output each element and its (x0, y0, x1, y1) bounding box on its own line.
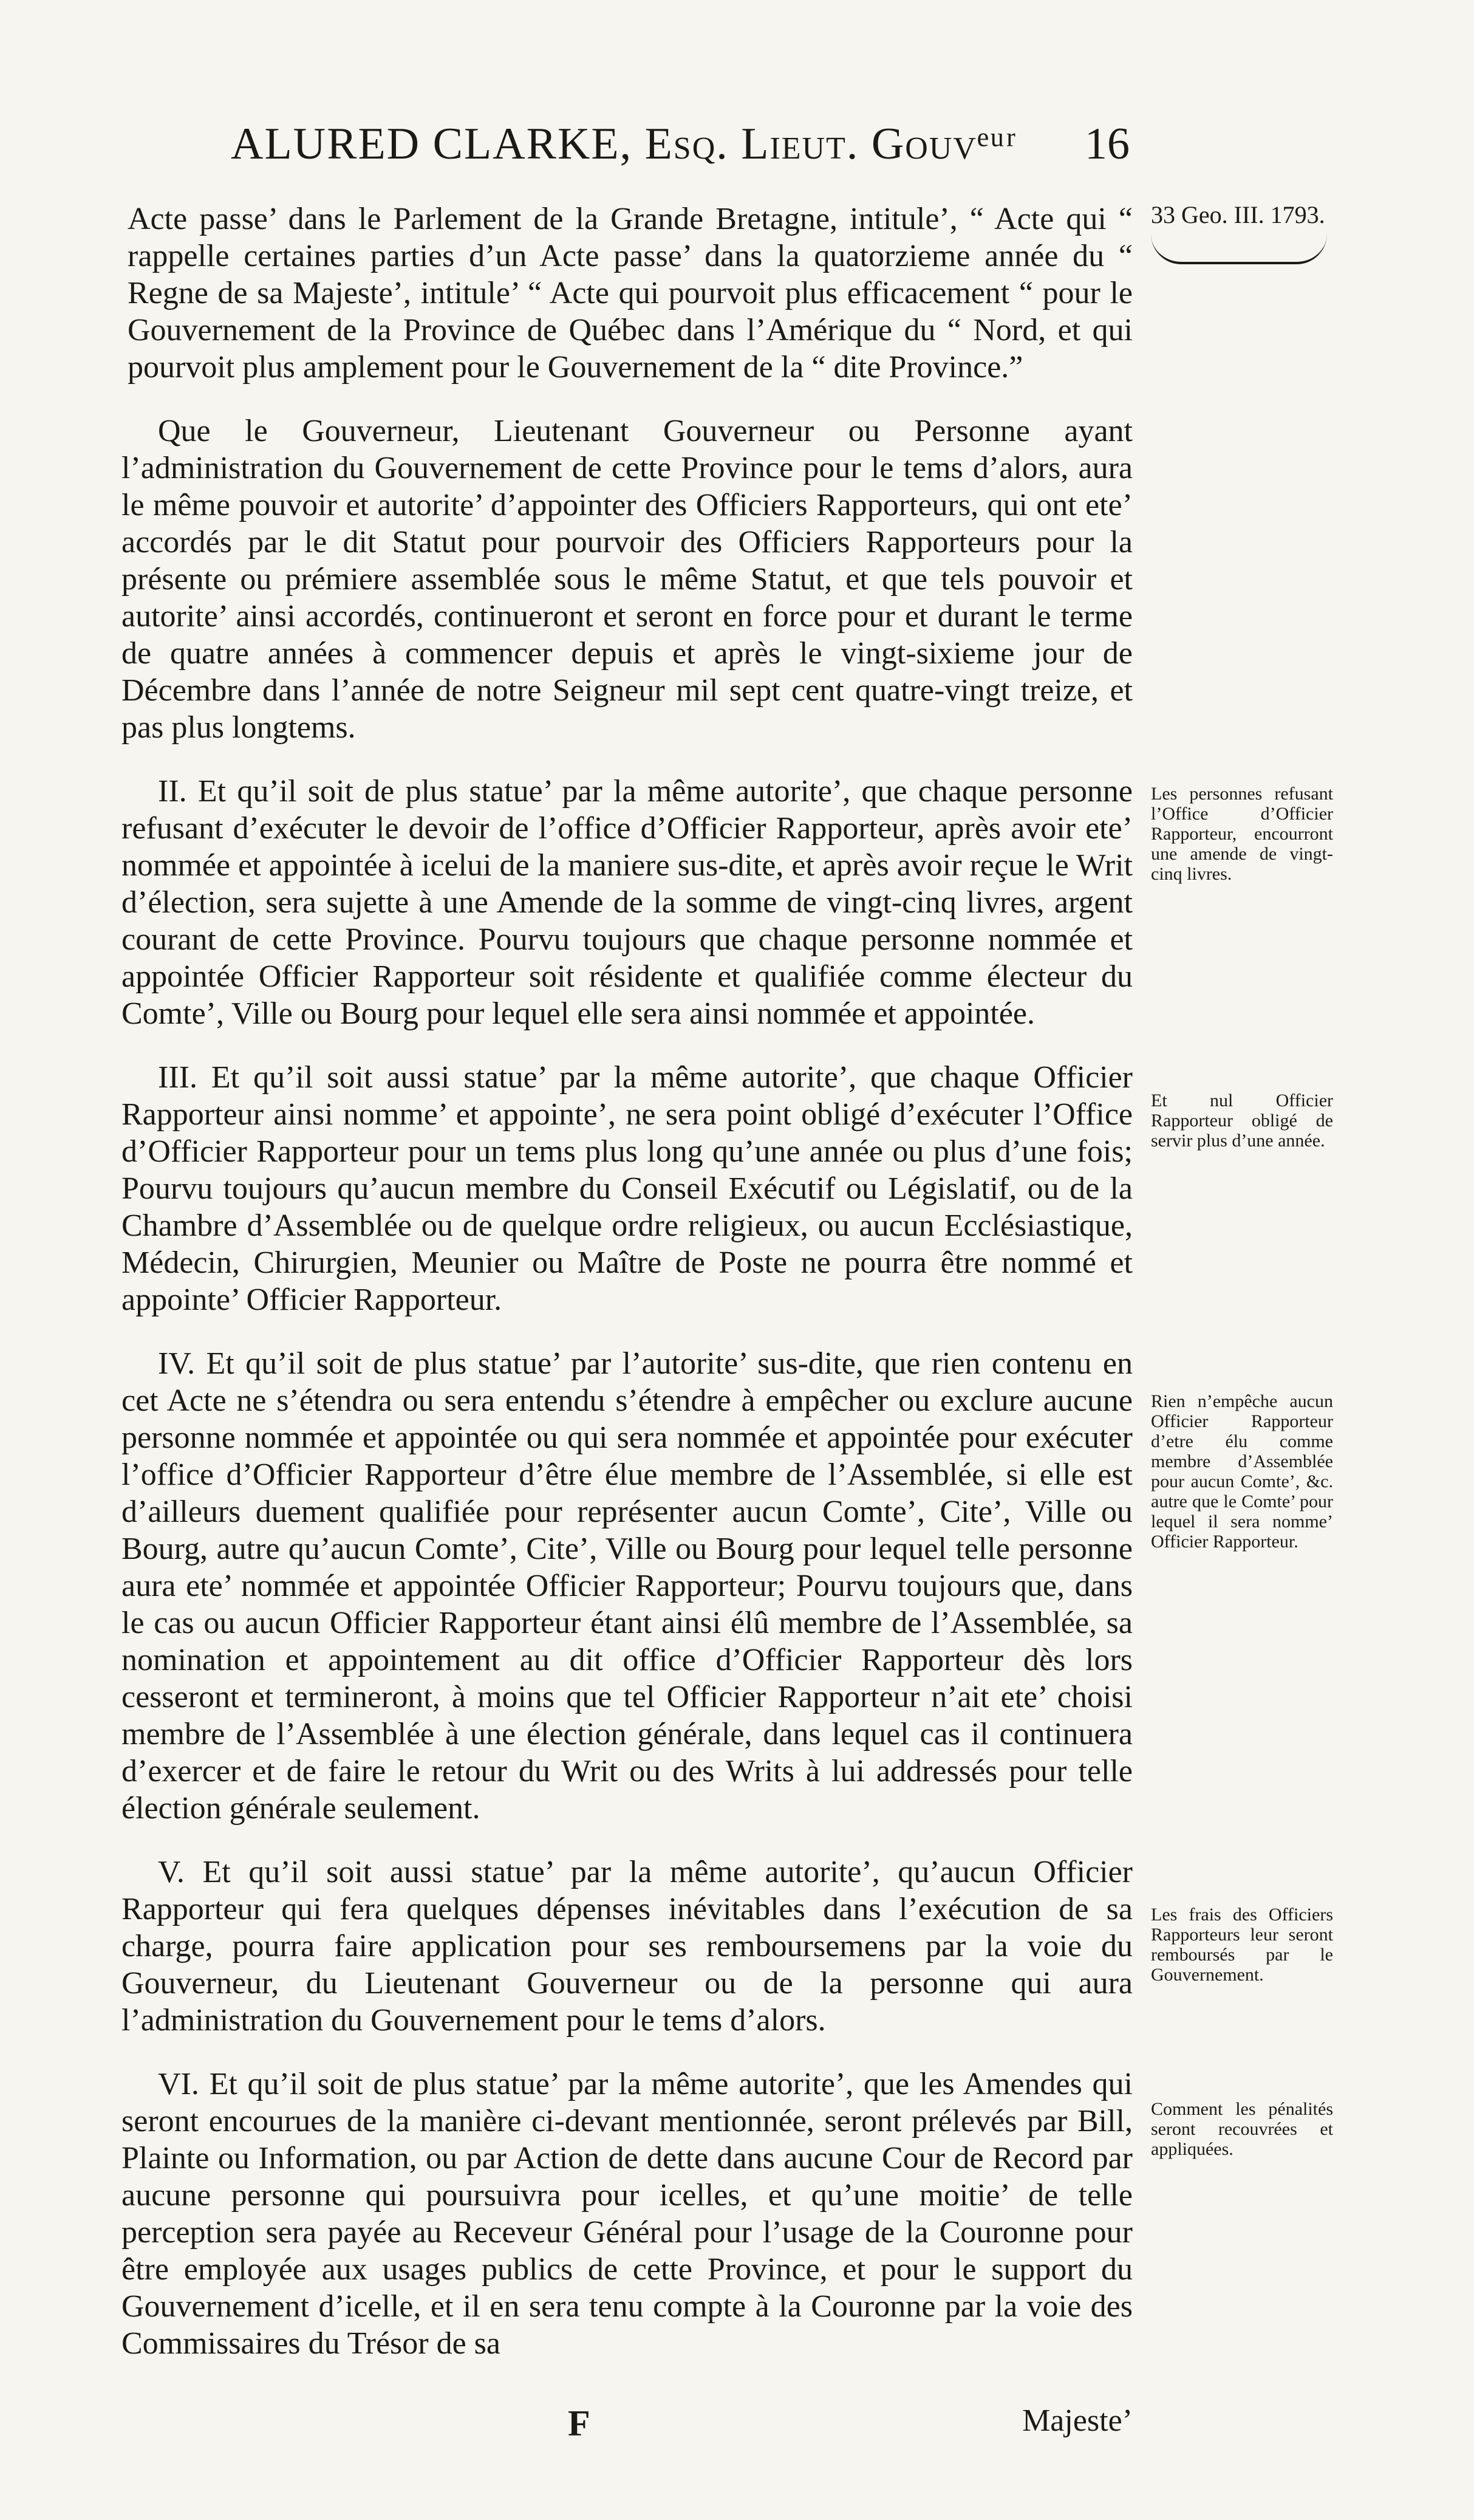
running-title: ALURED CLARKE, Esq. Lieut. Gouvᵉᵘʳ (231, 119, 1017, 169)
page-number: 16 (1085, 119, 1130, 169)
brace-ornament (1151, 234, 1327, 264)
main-text (121, 200, 1133, 2389)
paragraph-continuation: Acte passe’ dans le Parlement de la Grande Bretagne, intitule’, “ Acte qui “ rappelle certaines parties d’un Acte passe’ dans la quatorzieme année du “ Regne de sa Majeste’, intitule’ “ Acte qui pourvoit plus efficacement “ pour le Gouvernement de la Province de Québec dans l’Amérique du “ Nord, et qui pourvoit plus amplement pour le Gouvernement de la “ dite Province.” (128, 202, 1133, 385)
page-header (231, 118, 1130, 185)
margin-year-note: 33 Geo. III. 1793. (1151, 201, 1325, 228)
section-vi: VI. Et qu’il soit de plus statue’ par la même autorite’, que les Amendes qui seront encourues de la manière ci-devant mentionnée, seront prélevés par Bill, Plainte ou Information, ou par Action de dette dans aucune Cour de Record par aucune personne qui poursuivra pour icelles, et qu’une moitie’ de telle perception sera payée au Receveur Général pour l’usage de la Couronne pour être employée aux usages publics de cette Province, et pour le support du Gouvernement d’icelle, et il en sera tenu compte à la Couronne par la voie des Commissaires du Trésor de sa (121, 2067, 1133, 2361)
paragraph-que: Que le Gouverneur, Lieutenant Gouverneur ou Personne ayant l’administration du Gouvernement de cette Province pour le tems d’alors, aura le même pouvoir et autorite’ d’appointer des Officiers Rapporteurs, qui ont ete’ accordés par le dit Statut pour pourvoir des Officiers Rapporteurs pour la présente ou prémiere assemblée sous le même Statut, et que tels pouvoir et autorite’ ainsi accordés, continueront et seront en force pour et durant le terme de quatre années à commencer depuis et après le vingt-sixieme jour de Décembre dans l’année de notre Seigneur mil sept cent quatre-vingt treize, et pas plus longtems. (121, 414, 1133, 745)
side-note: Et nul Officier Rapporteur obligé de servir plus d’une année. (1151, 1091, 1333, 1151)
section-ii: II. Et qu’il soit de plus statue’ par la même autorite’, que chaque personne refusant d’exécuter le devoir de l’office d’Officier Rapporteur, après avoir ete’ nommée et appointée à icelui de la maniere sus-dite, et après avoir reçue le Writ d’élection, sera sujette à une Amende de la somme de vingt-cinq livres, argent courant de cette Province. Pourvu toujours que chaque personne nommée et appointée Officier Rapporteur soit résidente et qualifiée comme électeur du Comte’, Ville ou Bourg pour lequel elle sera ainsi nommée et appointée. (121, 774, 1133, 1031)
section-v: V. Et qu’il soit aussi statue’ par la même autorite’, qu’aucun Officier Rapporteur qui fera quelques dépenses inévitables dans l’exécution de sa charge, pourra faire application pour ses remboursemens par la voie du Gouverneur, du Lieutenant Gouverneur ou de la personne qui aura l’administration du Gouvernement pour le tems d’alors. (121, 1855, 1133, 2038)
section-iv: IV. Et qu’il soit de plus statue’ par l’autorite’ sus-dite, que rien contenu en cet Acte ne s’étendra ou sera entendu s’étendre à empêcher ou exclure aucune personne nommée et appointée ou qui sera nommée et appointée pour exécuter l’office d’Officier Rapporteur d’être élue membre de l’Assemblée, si elle est d’ailleurs duement qualifiée pour représenter aucun Comte’, Cite’, Ville ou Bourg, autre qu’aucun Comte’, Cite’, Ville ou Bourg pour lequel telle personne aura ete’ nommée et appointée Officier Rapporteur; Pourvu toujours que, dans le cas ou aucun Officier Rapporteur étant ainsi élû membre de l’Assemblée, sa nomination et appointement au dit office d’Officier Rapporteur dès lors cesseront et termineront, à moins que tel Officier Rapporteur n’ait ete’ choisi membre de l’Assemblée à une élection générale, dans lequel cas il continuera d’exercer et de faire le retour du Writ ou des Writs à lui addressés pour telle élection générale seulement. (121, 1346, 1133, 1826)
signature-mark: F (568, 2403, 590, 2443)
side-note: Les personnes refusant l’Office d’Officier Rapporteur, encourront une amende de vingt-cinq livres. (1151, 784, 1333, 884)
catchword: Majeste’ (1022, 2403, 1133, 2438)
side-note: Comment les pénalités seront recouvrées et appliquées. (1151, 2099, 1333, 2159)
section-iii: III. Et qu’il soit aussi statue’ par la même autorite’, que chaque Officier Rapporteur ainsi nomme’ et appointe’, ne sera point obligé d’exécuter l’Office d’Officier Rapporteur pour un tems plus long qu’une année ou plus d’une fois; Pourvu toujours qu’aucun membre du Conseil Exécutif ou Législatif, ou de la Chambre d’Assemblée ou de quelque ordre religieux, ou aucun Ecclésiastique, Médecin, Chirurgien, Meunier ou Maître de Poste ne pourra être nommé et appointe’ Officier Rapporteur. (121, 1060, 1133, 1317)
side-note: Les frais des Officiers Rapporteurs leur seront remboursés par le Gouvernement. (1151, 1905, 1333, 1985)
side-note: Rien n’empêche aucun Officier Rapporteur d’etre élu comme membre d’Assemblée pour aucun Comte’, &c. autre que le Comte’ pour lequel il sera nomme’ Officier Rapporteur. (1151, 1391, 1333, 1552)
page-footer (121, 2403, 1133, 2451)
